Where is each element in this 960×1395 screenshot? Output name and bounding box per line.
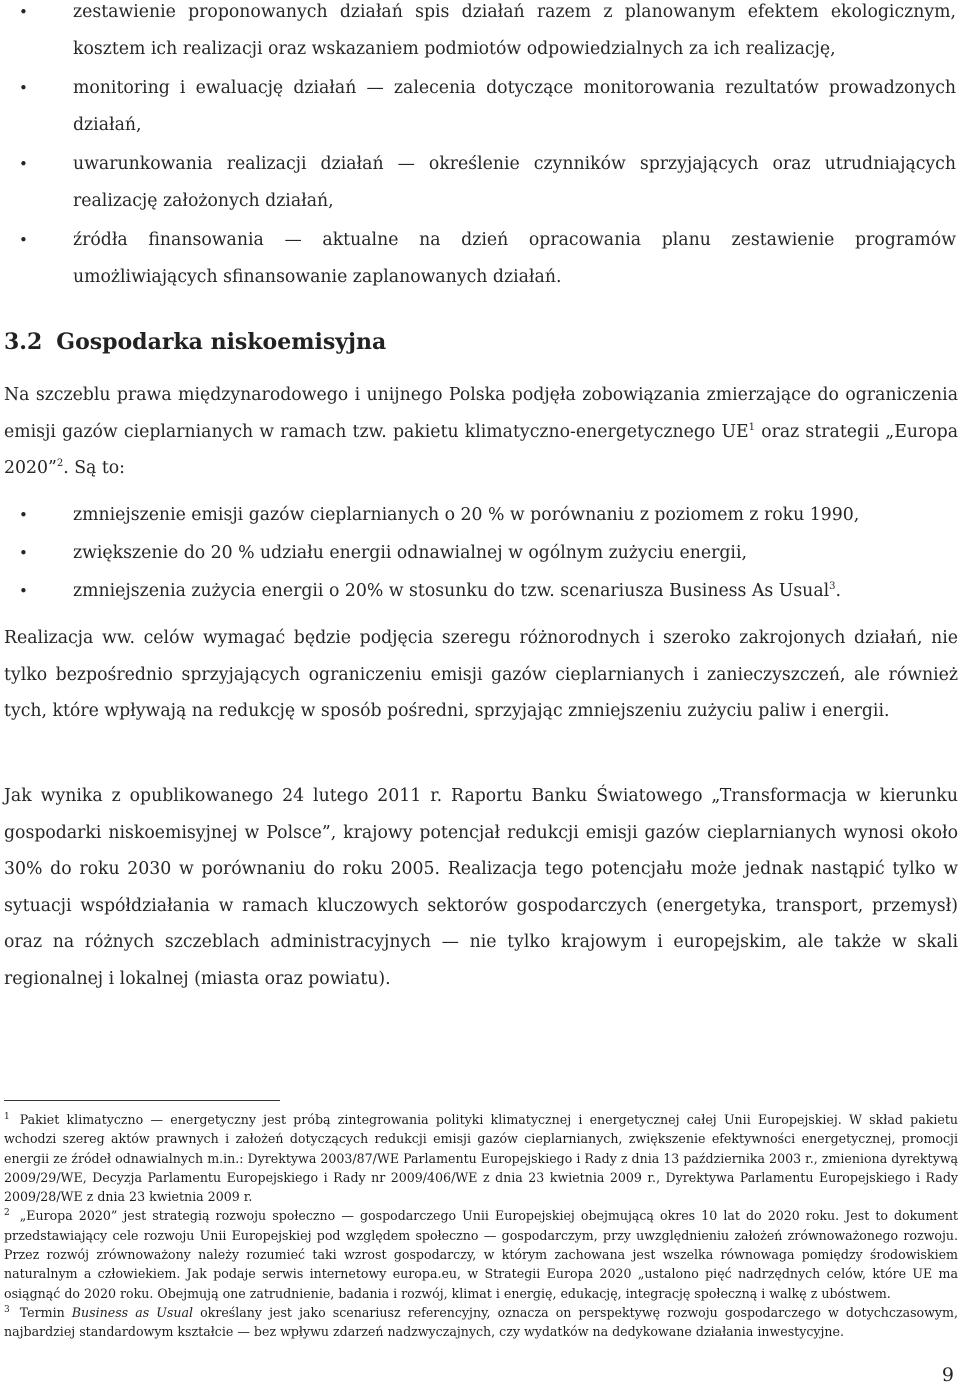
list-item: • zmniejszenia zużycia energii o 20% w stosunku do tzw. scenariusza Business As Usual$^3$. (0, 572, 958, 610)
footnote-ref[interactable]: 2 (56, 458, 64, 470)
section-heading (4, 322, 386, 362)
footnote-ref[interactable]: 3 (829, 581, 836, 593)
list-item: • zwiększenie do 20 % udziału energii odnawialnej w ogólnym zużyciu energii, (0, 534, 958, 572)
footnotes (4, 1110, 958, 1342)
list-item: • źródła finansowania — aktualne na dzień opracowania planu zestawienie programów umożliwiających sfinansowanie zaplanowanych działań. (0, 222, 958, 296)
raport-paragraph: Jak wynika z opublikowanego 24 lutego 2011 r. Raportu Banku Światowego „Transformacja w kierunku gospodarki niskoemisyjnej w Polsce”, krajowy potencjał redukcji emisji gazów cieplarnianych wynosi około 30% do roku 2030 w porównaniu do roku 2005. Realizacja tego potencjału może jednak nastąpić tylko w sytuacji współdziałania w ramach kluczowych sektorów gospodarczych (energetyka, transport, przemysł) oraz na różnych szczeblach administracyjnych — nie tylko krajowym i europejskim, ale także w skali regionalnej i lokalnej (miasta oraz powiatu). (4, 786, 958, 989)
bullet-icon: • (19, 79, 28, 97)
plan-elements-list (0, 0, 958, 298)
footnote-1: $^1$ Pakiet klimatyczno — energetyczny jest próbą zintegrowania polityki klimatycznej i energetycznej całej Unii Europejskiej. W skład pakietu wchodzi szereg aktów prawnych i założeń dotyczących redukcji emisji gazów cieplarnianych, zwiększenie efektywności energetycznej, promocji energii ze źródeł odnawialnych m.in.: Dyrektywa 2003/87/WE Parlamentu Europejskiego i Rady z dnia 13 października 2003 r., zmieniona dyrektywą 2009/29/WE, Decyzja Parlamentu Europejskiego i Rady nr 2009/406/WE z dnia 23 kwietnia 2009 r., Dyrektywa Parlamentu Europejskiego i Rady 2009/28/WE z dnia 23 kwietnia 2009 r. (4, 1111, 958, 1205)
list-item: • monitoring i ewaluację działań — zalecenia dotyczące monitorowania rezultatów prowadzonych działań, (0, 70, 958, 144)
bullet-icon: • (19, 582, 28, 600)
bullet-icon: • (19, 3, 28, 21)
list-item: • zmniejszenie emisji gazów cieplarnianych o 20 % w porównaniu z poziomem z roku 1990, (0, 496, 958, 534)
page-number: 9 (941, 1364, 954, 1386)
realizacja-paragraph: Realizacja ww. celów wymagać będzie podjęcia szeregu różnorodnych i szeroko zakrojonych działań, nie tylko bezpośrednio sprzyjających ograniczeniu emisji gazów cieplarnianych i zanieczyszczeń, ale również tych, które wpływają na redukcję w sposób pośredni, sprzyjając zmniejszeniu zużyciu paliw i energii. (4, 628, 958, 721)
bullet-icon: • (19, 231, 28, 249)
goals-list (0, 496, 958, 610)
bullet-icon: • (19, 155, 28, 173)
footnote-2: $^2$ „Europa 2020” jest strategią rozwoju społeczno — gospodarczego Unii Europejskiej obejmującą okres 10 lat do 2020 roku. Jest to dokument przedstawiający cele rozwoju Unii Europejskiej pod względem społeczno — gospodarczym, przy uwzględnieniu założeń zrównoważonego rozwoju. Przez rozwój zrównoważony należy rozumieć taki wzrost gospodarczy, w którym zachowana jest wszelka równowaga pomiędzy środowiskiem naturalnym a człowiekiem. Jak podaje serwis internetowy europa.eu, w Strategii Europa 2020 „ustalono pięć nadrzędnych celów, które UE ma osiągnąć do 2020 roku. Obejmują one zatrudnienie, badania i rozwój, klimat i energię, edukację, integrację społeczną i walkę z ubóstwem. (4, 1208, 958, 1301)
bullet-icon: • (19, 506, 28, 524)
section-number: 3.2 (4, 329, 43, 355)
section-title: Gospodarka niskoemisyjna (56, 329, 387, 355)
footnote-3: $^3$ Termin Business as Usual określany jest jako scenariusz referencyjny, oznacza on perspektywę rozwoju gospodarczego w dotychczasowym, najbardziej standardowym kształcie — bez wpływu zdarzeń nadzwyczajnych, czy wydatków na dedykowane działania inwestycyjne. (4, 1304, 958, 1340)
footnote-ref[interactable]: 1 (748, 421, 756, 433)
list-item: • uwarunkowania realizacji działań — określenie czynników sprzyjających oraz utrudniających realizację założonych działań, (0, 146, 958, 220)
intro-paragraph: Na szczeblu prawa międzynarodowego i unijnego Polska podjęła zobowiązania zmierzające do ograniczenia emisji gazów cieplarnianych w ramach tzw. pakietu klimatyczno-energetycznego $UE^1$ oraz strategii „Europa 2020”$^2$. Są to: (4, 385, 958, 478)
footnote-divider (4, 1100, 280, 1101)
list-item: • zestawienie proponowanych działań spis działań razem z planowanym efektem ekologicznym, kosztem ich realizacji oraz wskazaniem podmiotów odpowiedzialnych za ich realizację, (0, 0, 958, 68)
bullet-icon: • (19, 544, 28, 562)
